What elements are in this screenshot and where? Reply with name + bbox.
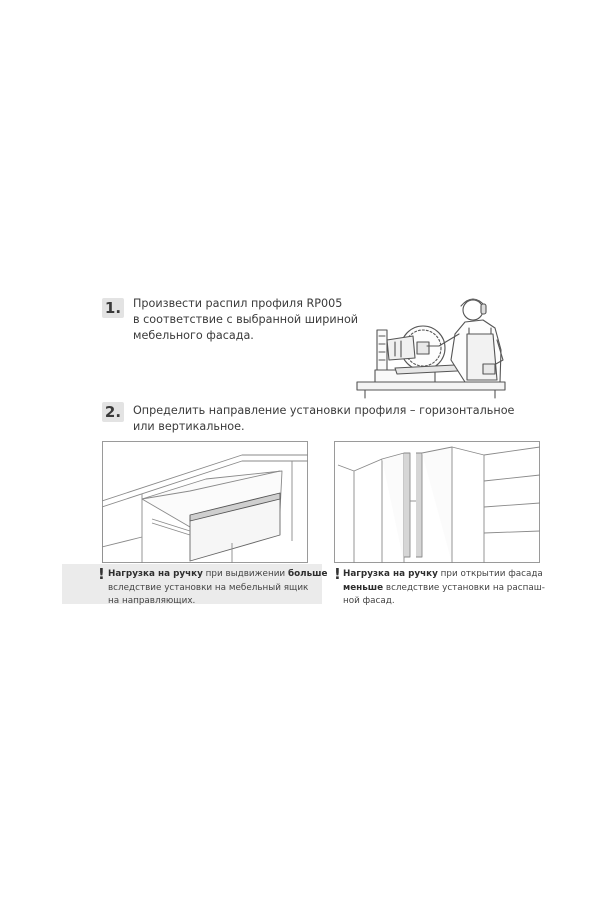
note-left-line-2: вследствие установки на мебельный ящик	[108, 582, 309, 593]
step1-number: 1.	[102, 298, 124, 318]
step1-line-3: мебельного фасада.	[133, 329, 254, 342]
note-left-bold-1: Нагрузка на ручку	[108, 569, 203, 579]
step2-line-2: или вертикальное.	[133, 420, 245, 433]
drawer-illustration	[102, 441, 308, 563]
note-right-bold-1: Нагрузка на ручку	[343, 569, 438, 579]
step2-line-1: Определить направление установки профиля – горизонтальное	[133, 404, 515, 417]
note-right-line-3: ной фасад.	[343, 596, 395, 606]
note-right-text-2: вследствие установки на распаш-	[383, 582, 545, 593]
step1-text	[133, 296, 358, 344]
step1-line-2: в соответствие с выбранной шириной	[133, 313, 359, 326]
note-right-exclamation: !	[334, 565, 341, 583]
note-left-bold-2: больше	[287, 569, 328, 579]
step2-number: 2.	[102, 402, 124, 422]
step2-text	[133, 403, 514, 435]
note-left-line-3: на направляющих.	[108, 596, 196, 606]
note-left-exclamation: !	[98, 565, 105, 583]
note-left-text	[108, 568, 328, 609]
wardrobe-illustration	[334, 441, 540, 563]
saw-worker-illustration	[355, 290, 515, 400]
note-right-text-1: при открытии фасада	[437, 569, 543, 579]
step1-line-1: Произвести распил профиля RP005	[133, 297, 343, 310]
note-right-bold-2: меньше	[343, 582, 384, 593]
note-left-text-1: при выдвижении	[202, 569, 288, 579]
note-right-text	[343, 568, 543, 609]
